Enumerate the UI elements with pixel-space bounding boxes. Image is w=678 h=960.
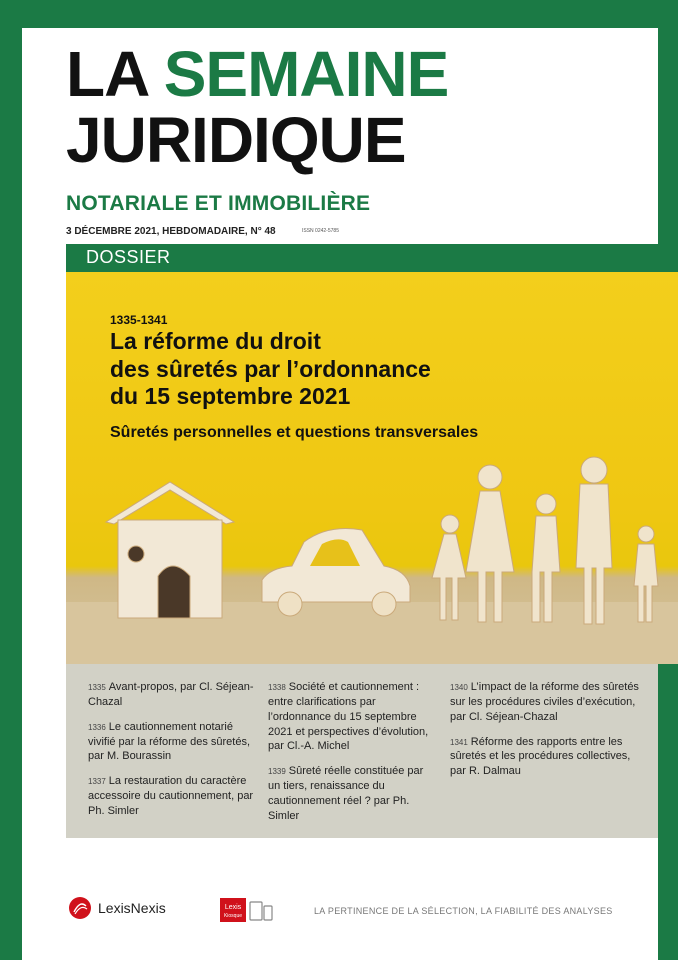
toc-item[interactable] — [88, 774, 258, 819]
feature-deck: Sûretés personnelles et questions transversales — [110, 424, 479, 441]
toc-text: Le cautionnement notarié vivifié par la réforme des sûretés, par M. Bourassin — [88, 720, 251, 763]
wooden-family-icon — [432, 457, 658, 624]
toc-text: Société et cautionnement : entre clarifications par l’ordonnance du 15 septembre 2021 et perspectives d’évolution, par Cl.-A. Michel — [268, 681, 429, 753]
toc-text: La restauration du caractère accessoire du cautionnement, par Ph. Simler — [88, 775, 254, 817]
toc-column-1 — [88, 680, 258, 829]
wooden-house-icon — [106, 482, 234, 618]
toc-text: Sûreté réelle constituée par un tiers, renaissance du cautionnement réel ? par Ph. Simler — [268, 765, 424, 822]
toc-item[interactable] — [88, 680, 258, 710]
lexis-kiosque-icon — [220, 896, 274, 924]
toc-item[interactable] — [268, 764, 438, 823]
toc-column-3 — [450, 680, 640, 789]
feature-headline — [110, 328, 431, 411]
toc-num: 1335 — [88, 683, 106, 692]
toc-num: 1338 — [268, 683, 286, 692]
toc-num: 1341 — [450, 737, 468, 747]
toc-text: Avant-propos, par Cl. Séjean-Chazal — [88, 681, 254, 708]
toc-column-2 — [268, 680, 438, 834]
toc-num: 1340 — [450, 683, 468, 692]
feature-code: 1335-1341 — [110, 313, 168, 327]
issue-info: 3 DÉCEMBRE 2021, HEBDOMADAIRE, N° 48 — [66, 226, 276, 237]
publisher-name: LexisNexis — [98, 900, 166, 916]
toc-num: 1337 — [88, 777, 106, 787]
lexisnexis-emblem-icon — [68, 896, 92, 920]
toc-item[interactable] — [88, 720, 258, 765]
section-label: DOSSIER — [86, 247, 171, 267]
toc-text: L’impact de la réforme des sûretés sur les procédures civiles d’exécution, par Cl. Séjean-Chazal — [450, 681, 639, 723]
toc-item[interactable] — [450, 680, 640, 725]
headline-line: des sûretés par l’ordonnance — [110, 355, 431, 382]
masthead-semaine: SEMAINE — [163, 38, 449, 110]
kiosque-bottom: Kiosque — [223, 913, 243, 919]
kiosque-top: Lexis — [224, 904, 242, 911]
issn-label: ISSN 0242-5785 — [302, 228, 339, 234]
footer-tagline: LA PERTINENCE DE LA SÉLECTION, LA FIABILITÉ DES ANALYSES — [314, 906, 613, 916]
masthead-line1 — [66, 38, 449, 110]
toc-num: 1339 — [268, 767, 286, 777]
headline-line: du 15 septembre 2021 — [110, 383, 351, 410]
toc-text: Réforme des rapports entre les sûretés et les procédures collectives, par R. Dalmau — [450, 735, 631, 778]
publisher-logo — [68, 896, 166, 920]
masthead-la: LA — [66, 38, 147, 110]
toc-item[interactable] — [268, 680, 438, 754]
toc-item[interactable] — [450, 735, 640, 780]
headline-line: La réforme du droit — [110, 328, 321, 354]
toc-num: 1336 — [88, 722, 106, 732]
masthead-juridique: JURIDIQUE — [66, 104, 406, 176]
masthead-subtitle: NOTARIALE ET IMMOBILIÈRE — [66, 192, 371, 215]
